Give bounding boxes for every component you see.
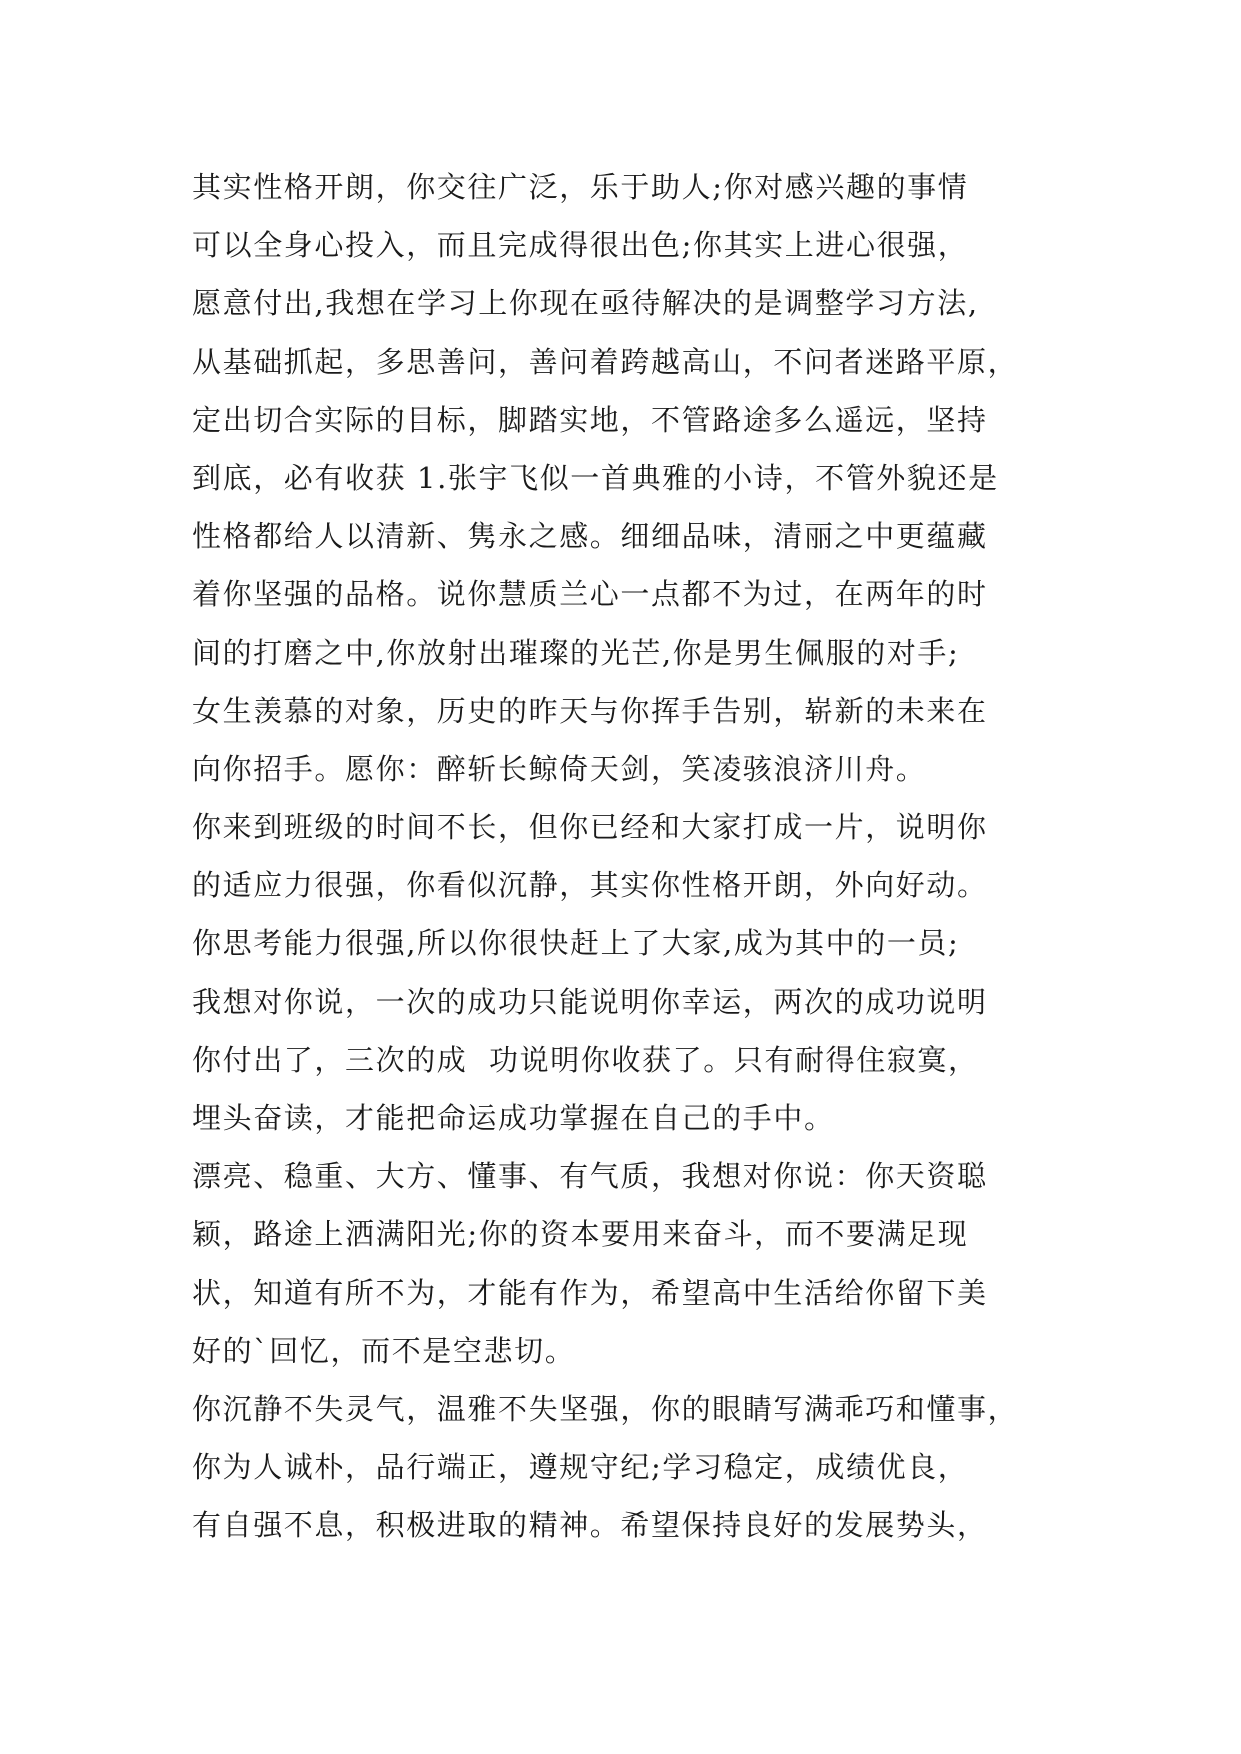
text-line: 愿意付出,我想在学习上你现在亟待解决的是调整学习方法, <box>192 286 979 321</box>
text-line: 性格都给人以清新、隽永之感。细细品味，清丽之中更蕴藏 <box>192 519 988 554</box>
text-line: 状，知道有所不为，才能有作为，希望高中生活给你留下美 <box>192 1275 988 1310</box>
text-line: 漂亮、稳重、大方、懂事、有气质，我想对你说：你天资聪 <box>192 1159 988 1194</box>
text-line: 其实性格开朗，你交往广泛，乐于助人;你对感兴趣的事情 <box>192 170 969 204</box>
body-text <box>192 158 1092 1555</box>
text-line: 有自强不息，积极进取的精神。希望保持良好的发展势头， <box>192 1508 988 1543</box>
text-line: 到底，必有收获 1.张宇飞似一首典雅的小诗，不管外貌还是 <box>192 460 999 495</box>
text-line: 你付出了，三次的成 功说明你收获了。只有耐得住寂寞， <box>192 1042 979 1077</box>
text-line: 我想对你说，一次的成功只能说明你幸运，两次的成功说明 <box>192 984 988 1019</box>
text-line: 你来到班级的时间不长，但你已经和大家打成一片，说明你 <box>192 810 988 845</box>
text-line: 向你招手。愿你：醉斩长鲸倚天剑，笑凌骇浪济川舟。 <box>192 751 927 786</box>
text-line: 好的`回忆，而不是空悲切。 <box>192 1333 576 1368</box>
text-line: 你为人诚朴，品行端正，遵规守纪;学习稳定，成绩优良， <box>192 1450 969 1485</box>
text-line: 埋头奋读，才能把命运成功掌握在自己的手中。 <box>192 1101 835 1135</box>
text-line: 颖，路途上洒满阳光;你的资本要用来奋斗，而不要满足现 <box>192 1217 969 1252</box>
text-line: 女生羡慕的对象，历史的昨天与你挥手告别，崭新的未来在 <box>192 693 988 728</box>
text-line: 从基础抓起，多思善问，善问着跨越高山，不问者迷路平原， <box>192 344 1019 379</box>
text-line: 你思考能力很强,所以你很快赶上了大家,成为其中的一员; <box>192 926 960 961</box>
text-line: 的适应力很强，你看似沉静，其实你性格开朗，外向好动。 <box>192 868 988 903</box>
text-line: 间的打磨之中,你放射出璀璨的光芒,你是男生佩服的对手; <box>192 635 960 670</box>
text-line: 你沉静不失灵气，温雅不失坚强，你的眼睛写满乖巧和懂事， <box>192 1391 1019 1426</box>
text-line: 着你坚强的品格。说你慧质兰心一点都不为过，在两年的时 <box>192 577 988 612</box>
text-line: 可以全身心投入，而且完成得很出色;你其实上进心很强， <box>192 228 969 263</box>
text-line: 定出切合实际的目标，脚踏实地，不管路途多么遥远，坚持 <box>192 402 988 437</box>
